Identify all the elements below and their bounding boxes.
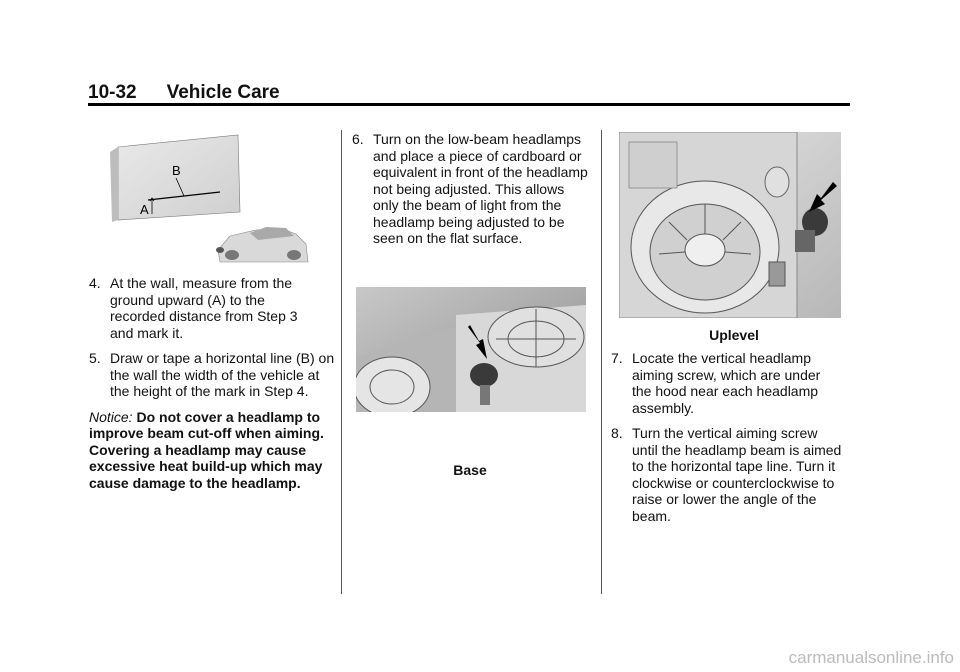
column-2-text <box>352 131 592 256</box>
notice <box>89 409 334 492</box>
step-text: Turn on the low-beam headlamps and place a piece of cardboard or equivalent in front of the headlamp not being adjusted. This allows only the beam of light from the headlamp being adjusted to be seen on the flat surface. <box>373 131 588 246</box>
notice-text: Do not cover a headlamp to improve beam cut-off when aiming. Covering a headlamp may cause excessive heat build-up which may cause damage to the headlamp. <box>89 408 324 491</box>
label-b: B <box>172 163 181 178</box>
step-number: 7. <box>611 350 623 366</box>
step-5 <box>89 350 334 400</box>
page-header <box>88 82 280 104</box>
column-divider-1 <box>341 130 342 594</box>
watermark: carmanualsonline.info <box>788 648 954 667</box>
car-illustration <box>216 227 308 262</box>
step-text: At the wall, measure from the ground upward (A) to the recorded distance from Step 3 and mark it. <box>110 275 298 341</box>
uplevel-caption: Uplevel <box>709 327 759 343</box>
step-number: 4. <box>89 275 101 291</box>
section-title: Vehicle Care <box>166 82 280 103</box>
step-text: Turn the vertical aiming screw until the headlamp beam is aimed to the horizontal tape line. Turn it clockwise or counterclockwise to raise or lower the angle of the beam. <box>632 425 842 524</box>
base-headlamp-figure <box>356 287 586 412</box>
uplevel-headlamp-figure <box>619 132 841 318</box>
step-7 <box>611 350 851 416</box>
step-number: 5. <box>89 350 101 366</box>
column-3-text <box>611 350 851 533</box>
step-8 <box>611 425 851 524</box>
step-number: 8. <box>611 425 623 441</box>
step-number: 6. <box>352 131 364 147</box>
step-4 <box>89 275 334 341</box>
wall-measurement-figure <box>108 132 313 267</box>
step-text: Locate the vertical headlamp aiming screw, which are under the hood near each headlamp assembly. <box>632 350 821 416</box>
page-number: 10-32 <box>88 82 137 103</box>
header-rule <box>88 103 850 106</box>
step-6 <box>352 131 592 247</box>
step-text: Draw or tape a horizontal line (B) on the wall the width of the vehicle at the height of the mark in Step 4. <box>110 350 335 399</box>
label-a: A <box>140 202 149 217</box>
base-caption: Base <box>453 462 487 478</box>
column-1-text <box>89 275 334 491</box>
notice-label: Notice: <box>89 408 133 425</box>
column-divider-2 <box>601 130 602 594</box>
